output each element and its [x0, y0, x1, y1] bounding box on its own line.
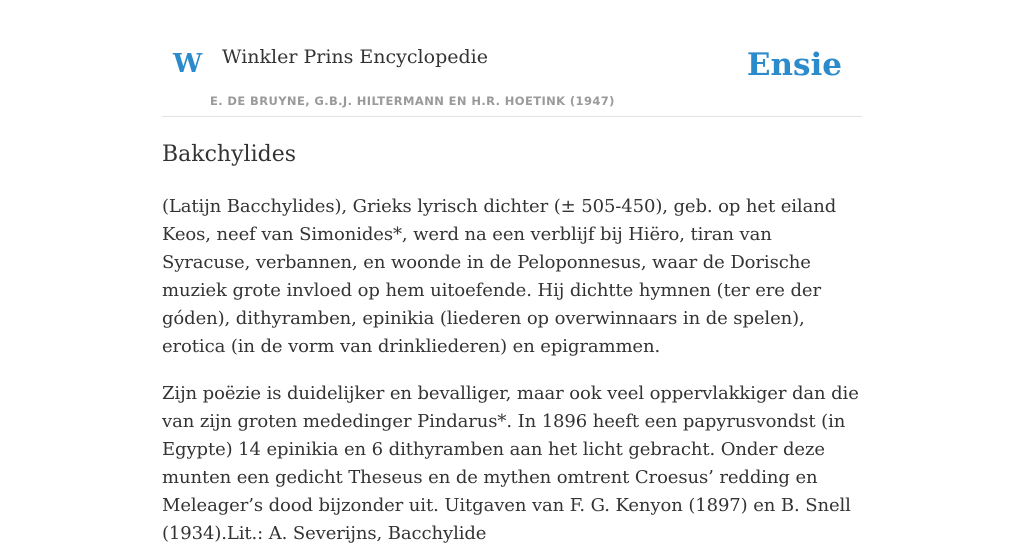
brand-logo[interactable]: Ensie	[746, 47, 842, 83]
article-title: Bakchylides	[162, 142, 296, 167]
article-paragraph: (Latijn Bacchylides), Grieks lyrisch dichter (± 505-450), geb. op het eiland Keos, neef van Simonides*, werd na een verblijf bij Hiëro, tiran van Syracuse, verbannen, en woonde in de Peloponnesus, waar de Dorische muziek grote invloed op hem uitoefende. Hij dichtte hymnen (ter ere der góden), dithyramben, epinikia (liederen op overwinnaars in de spelen), erotica (in de vorm van drinkliederen) en epigrammen.	[162, 196, 837, 357]
article-paragraph: Zijn poëzie is duidelijker en bevalliger, maar ook veel oppervlakkiger dan die van zijn groten mededinger Pindarus*. In 1896 heeft een papyrusvondst (in Egypte) 14 epinikia en 6 dithyramben aan het licht gebracht. Onder deze munten een gedicht Theseus en de mythen omtrent Croesus’ redding en Meleager’s dood bijzonder uit. Uitgaven van F. G. Kenyon (1897) en B. Snell (1934).Lit.: A. Severijns, Bacchylide	[162, 383, 859, 544]
encyclopedia-logo-icon[interactable]: W	[173, 49, 203, 79]
site-header	[162, 0, 862, 117]
article	[162, 140, 862, 548]
publication-title[interactable]: Winkler Prins Encyclopedie	[222, 46, 488, 68]
publication-authors: E. DE BRUYNE, G.B.J. HILTERMANN EN H.R. HOETINK (1947)	[210, 94, 615, 108]
